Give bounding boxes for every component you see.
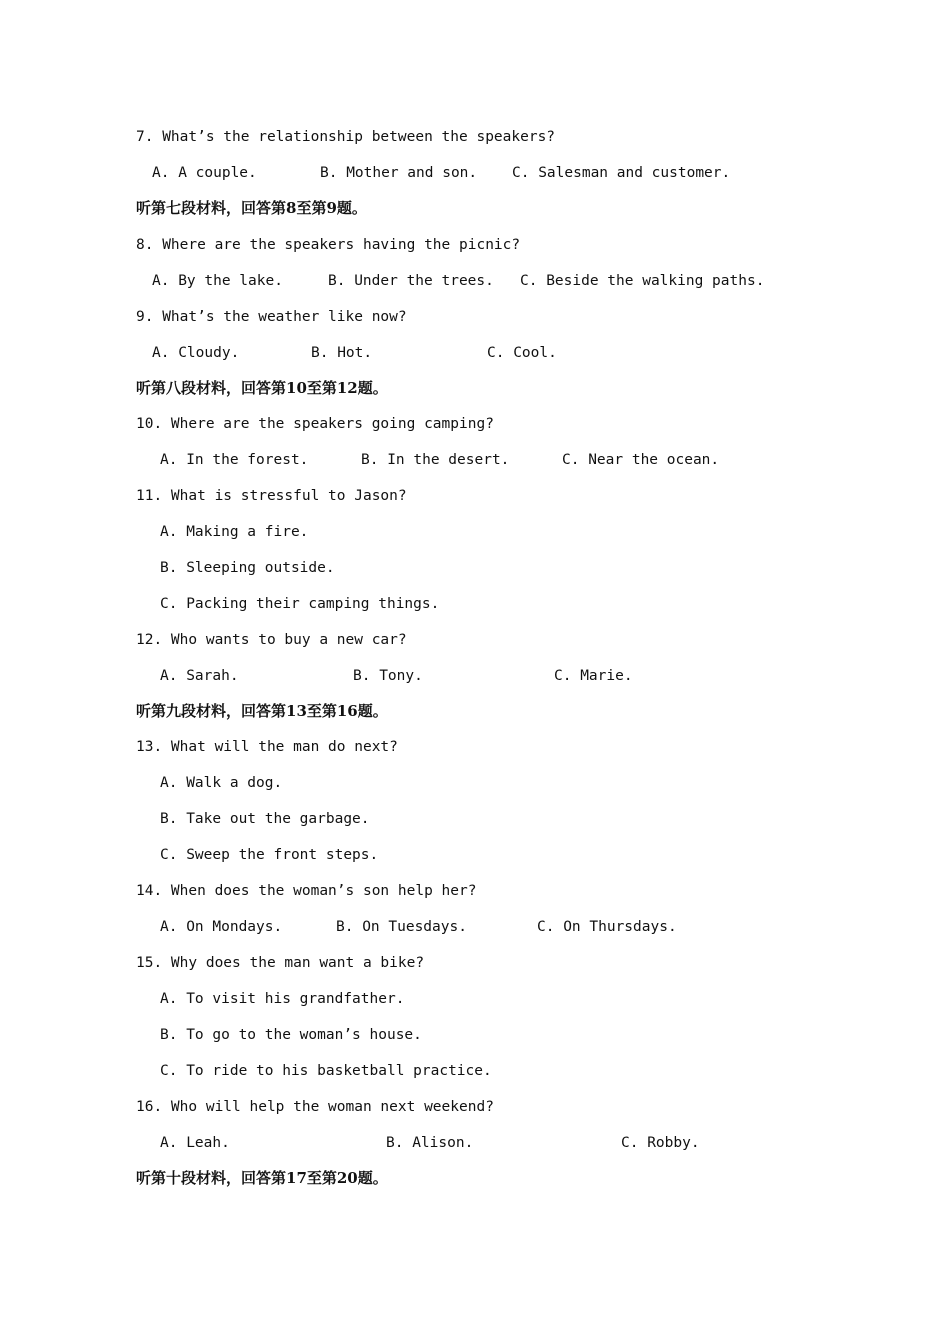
question-11: 11. What is stressful to Jason? [136, 488, 407, 504]
q13-option-c: C. Sweep the front steps. [160, 847, 379, 863]
q14-option-c: C. On Thursdays. [537, 919, 677, 935]
q7-option-b: B. Mother and son. [320, 165, 478, 181]
q15-option-c: C. To ride to his basketball practice. [160, 1063, 492, 1079]
q16-option-c: C. Robby. [621, 1135, 700, 1151]
q10-option-b: B. In the desert. [361, 452, 510, 468]
section-8-heading: 听第八段材料，回答第10至第12题。 [136, 379, 388, 397]
q7-option-c: C. Salesman and customer. [512, 165, 731, 181]
q14-option-b: B. On Tuesdays. [336, 919, 467, 935]
q7-option-a: A. A couple. [152, 165, 257, 181]
question-14: 14. When does the woman’s son help her? [136, 883, 477, 899]
question-7: 7. What’s the relationship between the speakers? [136, 129, 556, 145]
q11-option-b: B. Sleeping outside. [160, 560, 335, 576]
q16-option-b: B. Alison. [386, 1135, 474, 1151]
q12-option-a: A. Sarah. [160, 668, 239, 684]
section-7-heading: 听第七段材料，回答第8至第9题。 [136, 199, 367, 217]
q13-option-b: B. Take out the garbage. [160, 811, 370, 827]
question-15: 15. Why does the man want a bike? [136, 955, 425, 971]
q10-option-c: C. Near the ocean. [562, 452, 720, 468]
q11-option-c: C. Packing their camping things. [160, 596, 440, 612]
question-16: 16. Who will help the woman next weekend? [136, 1099, 494, 1115]
q16-option-a: A. Leah. [160, 1135, 230, 1151]
q11-option-a: A. Making a fire. [160, 524, 309, 540]
q15-option-a: A. To visit his grandfather. [160, 991, 405, 1007]
q9-option-b: B. Hot. [311, 345, 373, 361]
question-9: 9. What’s the weather like now? [136, 309, 407, 325]
question-12: 12. Who wants to buy a new car? [136, 632, 407, 648]
q15-option-b: B. To go to the woman’s house. [160, 1027, 422, 1043]
q9-option-a: A. Cloudy. [152, 345, 240, 361]
question-13: 13. What will the man do next? [136, 739, 398, 755]
q9-option-c: C. Cool. [487, 345, 557, 361]
q12-option-b: B. Tony. [353, 668, 423, 684]
q10-option-a: A. In the forest. [160, 452, 309, 468]
q8-option-c: C. Beside the walking paths. [520, 273, 765, 289]
question-10: 10. Where are the speakers going camping? [136, 416, 494, 432]
section-9-heading: 听第九段材料，回答第13至第16题。 [136, 702, 388, 720]
q14-option-a: A. On Mondays. [160, 919, 283, 935]
q12-option-c: C. Marie. [554, 668, 633, 684]
section-10-heading: 听第十段材料，回答第17至第20题。 [136, 1169, 388, 1187]
question-8: 8. Where are the speakers having the picnic? [136, 237, 521, 253]
q8-option-a: A. By the lake. [152, 273, 283, 289]
q13-option-a: A. Walk a dog. [160, 775, 283, 791]
q8-option-b: B. Under the trees. [328, 273, 494, 289]
